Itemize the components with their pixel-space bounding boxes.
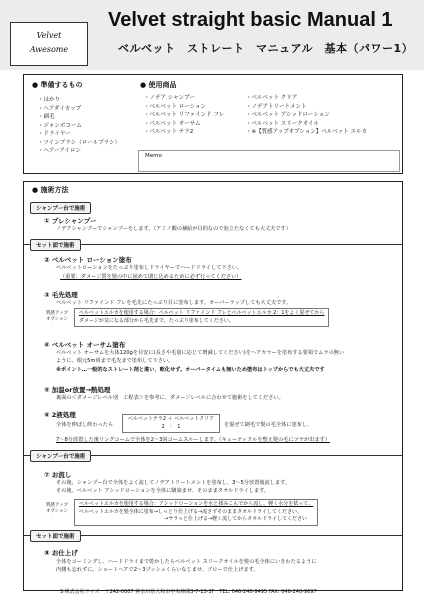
- step-4-line: ベルベット オーサムを大体120gを目安に(長さや毛量に応じて増減してください)をヘアカラーを塗布する要領でムラの無い: [56, 350, 345, 356]
- step-5-line: 裏面の＜ダメージレベル別 工程表＞を参考に、ダメージレベルに合わせて施術をしてください。: [56, 395, 284, 401]
- note-line: ダメージが気になる部分から毛先まで、たっぷり塗布してください。: [79, 317, 234, 324]
- list-item: ・ ヘアーアイロン: [38, 147, 120, 156]
- step-4-title: ④ ベルベット オーサム塗布: [44, 341, 126, 349]
- note-line: ベルベットエルカを髪全体に塗布→しっとり仕上げる→流さずそのままタオルドライしてください。: [79, 508, 303, 515]
- list-item: ・ ジャンボコーム: [38, 122, 120, 131]
- note-line: ベルベットエルカを使用する場合：ベルベット リファインド フレとベルベットエルカ 2：1をよく混ぜてから: [79, 310, 325, 316]
- mix-a: ベルベットテラ2: [127, 416, 167, 422]
- step-8-line: 全体をコーミングし、ハードドライまで乾かしたらベルベット スリークオイルを髪の毛全体にいきわたるように: [56, 559, 317, 565]
- step-4-point: ※ポイント…一般的なストレート剤と違い、軟化せず。オーバータイムも無いため塗布はトップからでも大丈夫です: [56, 367, 325, 373]
- list-item: ・ ノデアトリートメント: [246, 103, 367, 112]
- ratio-a: 2: [161, 423, 165, 430]
- note-line: →サラっと仕上げる→軽く流してからタオルドライしてください: [79, 516, 308, 522]
- step-3-title: ③ 毛先処理: [44, 291, 78, 299]
- ratio-colon: ：: [169, 423, 173, 430]
- list-item: ・ ベルベット ローション: [144, 103, 224, 112]
- step-2-line: ベルベットローションをたっぷり塗布しドライヤーでハードドライして下さい。: [56, 265, 243, 271]
- list-item: ・ ベルベット スリークオイル: [246, 120, 367, 129]
- option-note-3: [74, 308, 329, 327]
- products-list-2: [246, 94, 367, 137]
- pill-set-1: セット面で施術: [30, 239, 81, 251]
- step-7-line: その後、ベルベット アシッドローションを全体に馴染ませ、そのままタオルドライします。: [56, 488, 270, 494]
- step-6-line-b: を混ぜて刷毛で髪の毛全体に塗布し、: [224, 422, 313, 428]
- memo-label: Memo: [145, 153, 162, 159]
- step-6-line-a: 全体を伸ばし終わったら: [56, 422, 114, 428]
- mix-plus: ＋: [167, 416, 173, 422]
- step-1-title: ① プレシャンプー: [44, 217, 97, 225]
- method-heading: ● 施術方法: [32, 186, 69, 194]
- divider: [24, 244, 402, 245]
- option-label-7: 質感アップ オプション: [45, 503, 69, 514]
- list-item: ・ ベルベット テラ2: [144, 128, 224, 137]
- step-4-line: ように、根元5m頃まで毛先まで塗布して下さい。: [56, 358, 174, 364]
- list-item: ・ ヘアダイカップ: [38, 105, 120, 114]
- list-item: ・ ドライヤー: [38, 130, 120, 139]
- mix-b: ベルベットクリア: [174, 416, 215, 422]
- list-item: ・ ツインブラシ（ロールブラシ）: [38, 139, 120, 148]
- step-6-title: ⑥ 2液処理: [44, 411, 76, 419]
- note-line: ベルベットエルカを使用する場合：アシッドローションを水と揉みこんでから流し、軽く水分を拭って、: [79, 501, 314, 507]
- list-item: ・ ベルベット リファインド フレ: [144, 111, 224, 120]
- list-item: ・ ベルベット クリア: [246, 94, 367, 103]
- manual-title-jp: ベルベット ストレート マニュアル 基本（パワー1）: [118, 42, 414, 55]
- list-item: ・ 刷毛: [38, 113, 120, 122]
- step-1-line: ノデアシャンプーでシャンプーをします。（アミノ酸の補給が目的なので泡立たなくても大丈夫です）: [56, 226, 291, 232]
- products-heading: ● 使用商品: [140, 81, 177, 89]
- products-list-1: [144, 94, 224, 137]
- list-item: ・ ベルベット アシッドローション: [246, 111, 367, 120]
- company-footer: S 株式会社ワイズ 〒242-0007 神奈川県大和市中央林間3-7-13-3F TEL: 046-240-9495 FAX: 046-240-9697: [60, 589, 317, 595]
- list-item: ・ はかり: [38, 96, 120, 105]
- option-label-3: 質感アップ オプション: [45, 311, 69, 322]
- step-2-note: （重要：ダメージ質を髪の中に固めて閉じ込めるために必ず行ってください）: [60, 274, 242, 280]
- prep-heading: ● 準備するもの: [32, 81, 83, 89]
- logo-line1: Velvet: [36, 31, 62, 40]
- manual-title-en: Velvet straight basic Manual 1: [108, 9, 393, 31]
- list-item: ・ ※【質感アップオプション】ベルベット エルカ: [246, 128, 367, 137]
- step-8-line: 内側も忘れずに。ショートヘアで2～3プッシュくらいなじませ、ブローで仕上げます。: [56, 567, 259, 573]
- step-6-line-c: 7～8分放置した後リングコームで全体を2～3回コームスルーします。（キューティクルを整え髪の毛にツヤが出ます）: [56, 437, 330, 443]
- step-7-line: その後、シャンプー台で全体をよく流してノデアトリートメントを塗布し、3～5分放置後流します。: [56, 480, 291, 486]
- list-item: ・ ベルベット オーサム: [144, 120, 224, 129]
- pill-shampoo-2: シャンプー台で施術: [30, 450, 91, 462]
- step-7-title: ⑦ お流し: [44, 471, 72, 479]
- step-8-title: ⑧ お仕上げ: [44, 549, 78, 557]
- step-3-line: ベルベット リファインド フレを毛先にたっぷり目に塗布します。オーバーラップしても大丈夫です。: [56, 300, 292, 306]
- pill-shampoo-1: シャンプー台で施術: [30, 202, 91, 214]
- step-5-title: ⑤ 加温or放置→熱処理: [44, 386, 111, 394]
- memo-box: [138, 150, 400, 172]
- logo-line2: Awesome: [29, 45, 69, 54]
- pill-set-2: セット面で施術: [30, 530, 81, 542]
- list-item: ・ ノデア シャンプー: [144, 94, 224, 103]
- option-note-7: [74, 499, 318, 526]
- ratio-b: 1: [177, 423, 181, 430]
- brand-logo: [10, 22, 88, 66]
- divider: [24, 535, 402, 536]
- prep-list: [38, 96, 120, 156]
- mix-box: [122, 414, 220, 433]
- step-2-title: ② ベルベット ローション塗布: [44, 256, 132, 264]
